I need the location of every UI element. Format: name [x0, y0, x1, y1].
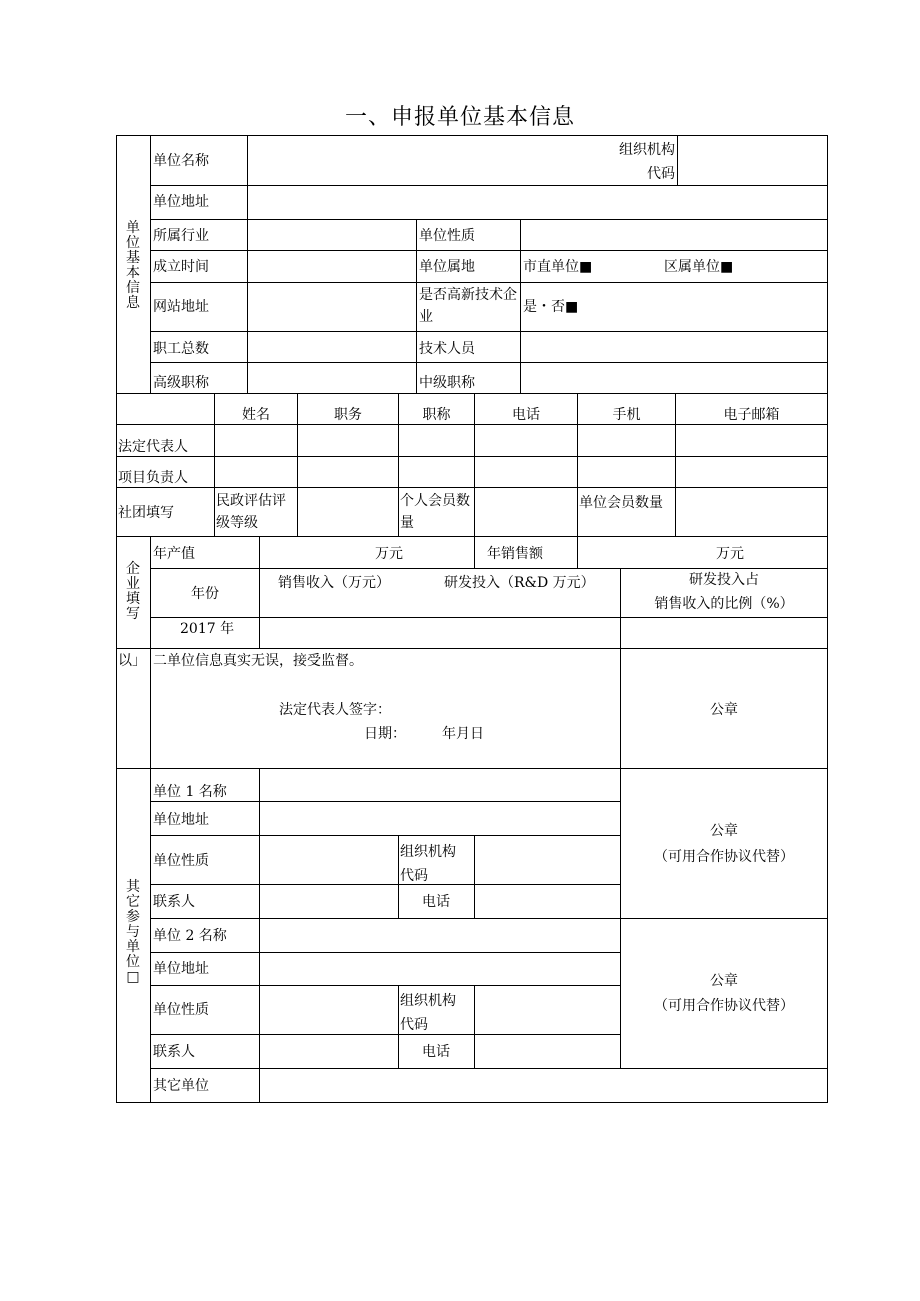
border-line — [150, 918, 828, 919]
border-line — [150, 952, 620, 953]
unit2-phone-label: 电话 — [422, 1044, 450, 1060]
high-tech-label: 是否高新技术企业 — [419, 287, 517, 325]
col-header-title: 职称 — [422, 407, 451, 423]
website-label: 网站地址 — [153, 299, 209, 315]
border-line — [827, 135, 828, 1103]
border-line — [398, 835, 399, 918]
border-line — [150, 185, 828, 186]
section-enterprise-label: 企业填写 — [126, 561, 140, 622]
unit1-seal: 公章 — [710, 823, 738, 839]
border-line — [116, 768, 828, 769]
border-line — [150, 1034, 620, 1035]
section-basic-label: 单位基本信息 — [126, 220, 140, 311]
section-partners-label: 其它参与单位□ — [126, 879, 140, 985]
unit-address-label: 单位地址 — [153, 194, 209, 210]
border-line — [150, 835, 620, 836]
unit1-seal-note: （可用合作协议代替） — [654, 849, 794, 865]
mid-title-label: 中级职称 — [419, 375, 475, 391]
border-line — [150, 801, 620, 802]
border-line — [150, 617, 828, 618]
declaration-seal: 公章 — [710, 702, 738, 718]
civil-eval-label: 民政评估评级等级 — [216, 493, 286, 531]
unit2-address-label: 单位地址 — [153, 961, 209, 977]
border-line — [577, 536, 578, 568]
industry-label: 所属行业 — [153, 228, 209, 244]
border-line — [116, 424, 828, 425]
unit2-seal-note: （可用合作协议代替） — [654, 998, 794, 1014]
border-line — [474, 536, 475, 568]
unit1-org-code-line1: 组织机构 — [400, 844, 456, 860]
unit2-contact-label: 联系人 — [153, 1044, 195, 1060]
page-title: 一、申报单位基本信息 — [344, 105, 575, 130]
border-line — [259, 768, 260, 1102]
border-line — [150, 648, 151, 1102]
rd-ratio-label-line1: 研发投入占 — [689, 572, 759, 588]
annual-output-label: 年产值 — [153, 546, 195, 562]
annual-output-unit: 万元 — [375, 546, 403, 562]
other-units-label: 其它单位 — [153, 1078, 209, 1094]
legal-rep-label: 法定代表人 — [118, 439, 188, 455]
border-line — [398, 985, 399, 1068]
year-label: 年份 — [191, 586, 219, 602]
org-code-label-line2: 代码 — [647, 166, 675, 182]
founded-label: 成立时间 — [153, 259, 209, 275]
annual-sales-label: 年销售额 — [487, 546, 543, 562]
society-label: 社团填写 — [118, 505, 174, 521]
border-line — [116, 648, 828, 649]
unit-name-label: 单位名称 — [153, 153, 209, 169]
high-tech-options[interactable]: 是・否■ — [523, 299, 579, 315]
affiliation-option-district[interactable]: 区属单位■ — [664, 259, 734, 275]
unit2-seal: 公章 — [710, 973, 738, 989]
border-line — [116, 135, 828, 136]
total-staff-label: 职工总数 — [153, 341, 209, 357]
border-line — [116, 135, 117, 1103]
border-line — [474, 985, 475, 1068]
unit1-nature-label: 单位性质 — [153, 853, 209, 869]
border-line — [150, 568, 828, 569]
border-line — [150, 985, 620, 986]
border-line — [474, 835, 475, 918]
personal-members-label: 个人会员数量 — [400, 493, 470, 531]
declaration-statement: 二单位信息真实无误，接受监督。 — [153, 653, 363, 669]
border-line — [150, 884, 620, 885]
border-line — [150, 331, 828, 332]
border-line — [150, 250, 828, 251]
unit1-contact-label: 联系人 — [153, 894, 195, 910]
border-line — [247, 135, 248, 393]
border-line — [150, 135, 151, 393]
unit2-org-code-line1: 组织机构 — [400, 993, 456, 1009]
unit1-name-label: 单位 1 名称 — [153, 784, 227, 800]
border-line — [116, 487, 828, 488]
border-line — [416, 219, 417, 393]
unit-members-label: 单位会员数量 — [579, 495, 663, 511]
unit-nature-label: 单位性质 — [419, 228, 475, 244]
border-line — [116, 456, 828, 457]
border-line — [116, 1102, 828, 1103]
border-line — [116, 536, 828, 537]
border-line — [150, 1068, 828, 1069]
col-header-phone: 电话 — [512, 407, 540, 423]
unit1-address-label: 单位地址 — [153, 812, 209, 828]
date-value: 年月日 — [442, 726, 484, 742]
year-2017-label: 2017 年 — [180, 621, 235, 637]
senior-title-label: 高级职称 — [153, 375, 209, 391]
org-code-label-line1: 组织机构 — [619, 142, 675, 158]
unit2-org-code-line2: 代码 — [400, 1017, 428, 1033]
border-line — [620, 768, 621, 1068]
rd-ratio-label-line2: 销售收入的比例（%） — [654, 596, 794, 612]
project-lead-label: 项目负责人 — [118, 470, 188, 486]
rd-investment-label: 研发投入（R&D 万元） — [444, 575, 595, 591]
border-line — [150, 362, 828, 363]
unit2-nature-label: 单位性质 — [153, 1002, 209, 1018]
affiliation-label: 单位属地 — [419, 259, 475, 275]
border-line — [150, 282, 828, 283]
tech-staff-label: 技术人员 — [419, 341, 475, 357]
col-header-name: 姓名 — [242, 407, 270, 423]
col-header-position: 职务 — [334, 407, 362, 423]
col-header-mobile: 手机 — [612, 407, 641, 423]
annual-sales-unit: 万元 — [716, 546, 744, 562]
border-line — [116, 393, 828, 394]
border-line — [520, 219, 521, 393]
date-label: 日期： — [364, 726, 406, 742]
unit1-org-code-line2: 代码 — [400, 868, 428, 884]
affiliation-option-municipal[interactable]: 市直单位■ — [523, 259, 593, 275]
declaration-prefix: 以」 — [118, 653, 146, 669]
border-line — [677, 135, 678, 185]
border-line — [150, 219, 828, 220]
signature-label: 法定代表人签字： — [279, 702, 391, 718]
col-header-email: 电子邮箱 — [723, 407, 780, 423]
unit2-name-label: 单位 2 名称 — [153, 928, 227, 944]
unit1-phone-label: 电话 — [422, 894, 450, 910]
sales-income-label: 销售收入（万元） — [278, 575, 390, 591]
